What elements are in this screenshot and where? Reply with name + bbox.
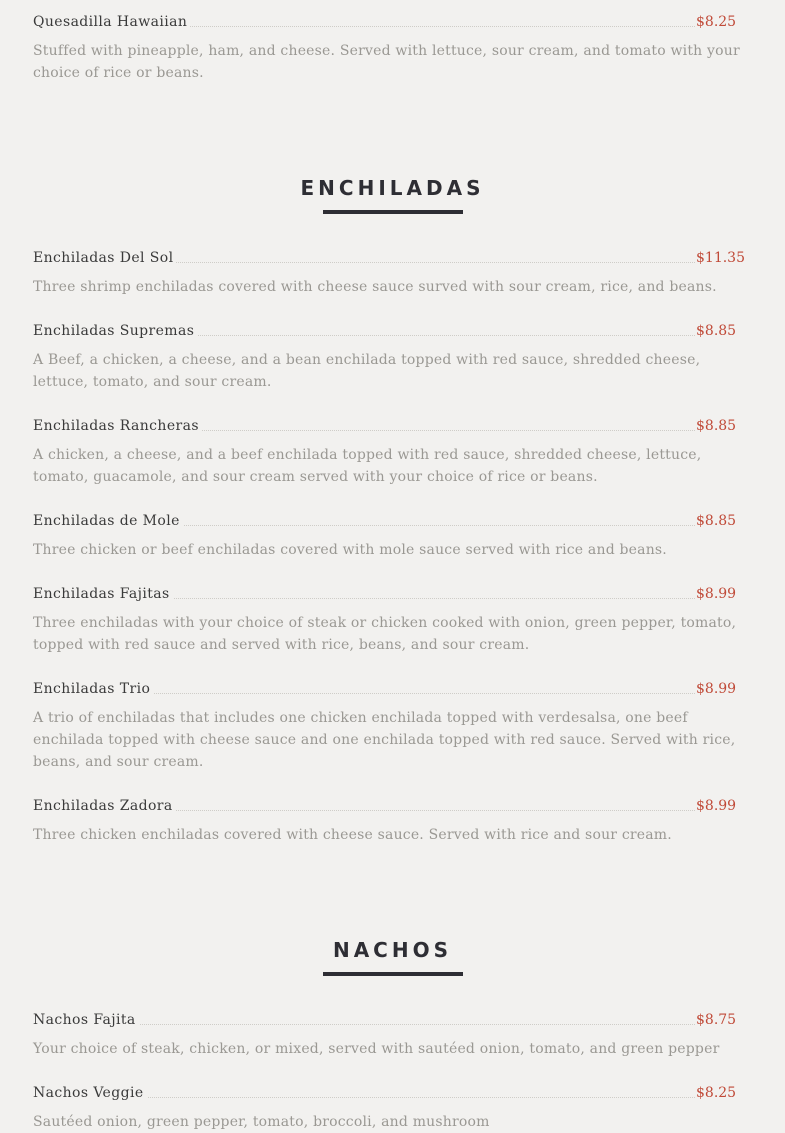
item-price: $8.25 bbox=[696, 14, 737, 30]
menu-item-row bbox=[33, 416, 751, 438]
menu-item-row bbox=[33, 321, 751, 343]
item-description: Three enchiladas with your choice of steak or chicken cooked with onion, green pepper, tomato, topped with red sauce and served with rice, beans, and sour cream. bbox=[33, 615, 737, 653]
section-title-underline bbox=[323, 210, 463, 214]
item-price: $8.99 bbox=[696, 586, 737, 602]
item-price: $8.85 bbox=[696, 513, 737, 529]
menu-item-row bbox=[33, 1010, 751, 1032]
item-name: Enchiladas Fajitas bbox=[33, 584, 173, 604]
item-name: Quesadilla Hawaiian bbox=[33, 12, 190, 32]
item-price: $8.75 bbox=[696, 1012, 737, 1028]
item-description: A chicken, a cheese, and a beef enchilada topped with red sauce, shredded cheese, lettuce, tomato, guacamole, and sour cream served with your choice of rice or beans. bbox=[33, 447, 702, 485]
item-price: $8.85 bbox=[696, 323, 737, 339]
item-price: $8.85 bbox=[696, 418, 737, 434]
menu-item-row bbox=[33, 584, 751, 606]
item-description: Sautéed onion, green pepper, tomato, broccoli, and mushroom bbox=[33, 1114, 490, 1130]
menu-item bbox=[33, 511, 751, 561]
section-title-nachos: NACHOS bbox=[332, 938, 453, 962]
item-price: $8.99 bbox=[696, 798, 737, 814]
menu-item bbox=[33, 248, 751, 298]
item-name: Nachos Fajita bbox=[33, 1010, 139, 1030]
item-price: $11.35 bbox=[696, 250, 745, 266]
item-description: Stuffed with pineapple, ham, and cheese. Served with lettuce, sour cream, and tomato with your choice of rice or beans. bbox=[33, 43, 740, 81]
item-description: A Beef, a chicken, a cheese, and a bean enchilada topped with red sauce, shredded cheese, lettuce, tomato, and sour cream. bbox=[33, 352, 701, 390]
menu-item bbox=[33, 321, 751, 393]
menu-item bbox=[33, 679, 751, 773]
menu-item-row bbox=[33, 511, 751, 533]
item-price: $8.25 bbox=[696, 1085, 737, 1101]
item-name: Enchiladas Supremas bbox=[33, 321, 197, 341]
item-description: A trio of enchiladas that includes one chicken enchilada topped with verdesalsa, one beef enchilada topped with cheese sauce and one enchilada topped with red sauce. Served with rice, beans, and sour cream. bbox=[33, 710, 736, 770]
menu-item-row bbox=[33, 679, 751, 701]
section-title-underline bbox=[323, 972, 463, 976]
section-title-enchiladas: ENCHILADAS bbox=[300, 176, 485, 200]
menu-item-row bbox=[33, 1083, 751, 1105]
menu-item bbox=[33, 584, 751, 656]
menu-item bbox=[33, 1010, 751, 1060]
menu-item bbox=[33, 1083, 751, 1133]
menu-item-row bbox=[33, 248, 751, 270]
item-name: Enchiladas Rancheras bbox=[33, 416, 202, 436]
menu-item-row bbox=[33, 12, 751, 34]
item-description: Three shrimp enchiladas covered with cheese sauce surved with sour cream, rice, and beans. bbox=[33, 279, 717, 295]
menu-item-quesadilla-hawaiian bbox=[33, 12, 751, 84]
item-name: Enchiladas de Mole bbox=[33, 511, 183, 531]
item-name: Enchiladas Trio bbox=[33, 679, 153, 699]
item-description: Three chicken enchiladas covered with cheese sauce. Served with rice and sour cream. bbox=[33, 827, 672, 843]
item-description: Three chicken or beef enchiladas covered with mole sauce served with rice and beans. bbox=[33, 542, 667, 558]
item-description: Your choice of steak, chicken, or mixed, served with sautéed onion, tomato, and green pepper bbox=[33, 1041, 720, 1057]
item-name: Enchiladas Del Sol bbox=[33, 248, 176, 268]
menu-item-row bbox=[33, 796, 751, 818]
menu-item bbox=[33, 796, 751, 846]
menu-item bbox=[33, 416, 751, 488]
item-name: Nachos Veggie bbox=[33, 1083, 147, 1103]
item-price: $8.99 bbox=[696, 681, 737, 697]
item-name: Enchiladas Zadora bbox=[33, 796, 176, 816]
